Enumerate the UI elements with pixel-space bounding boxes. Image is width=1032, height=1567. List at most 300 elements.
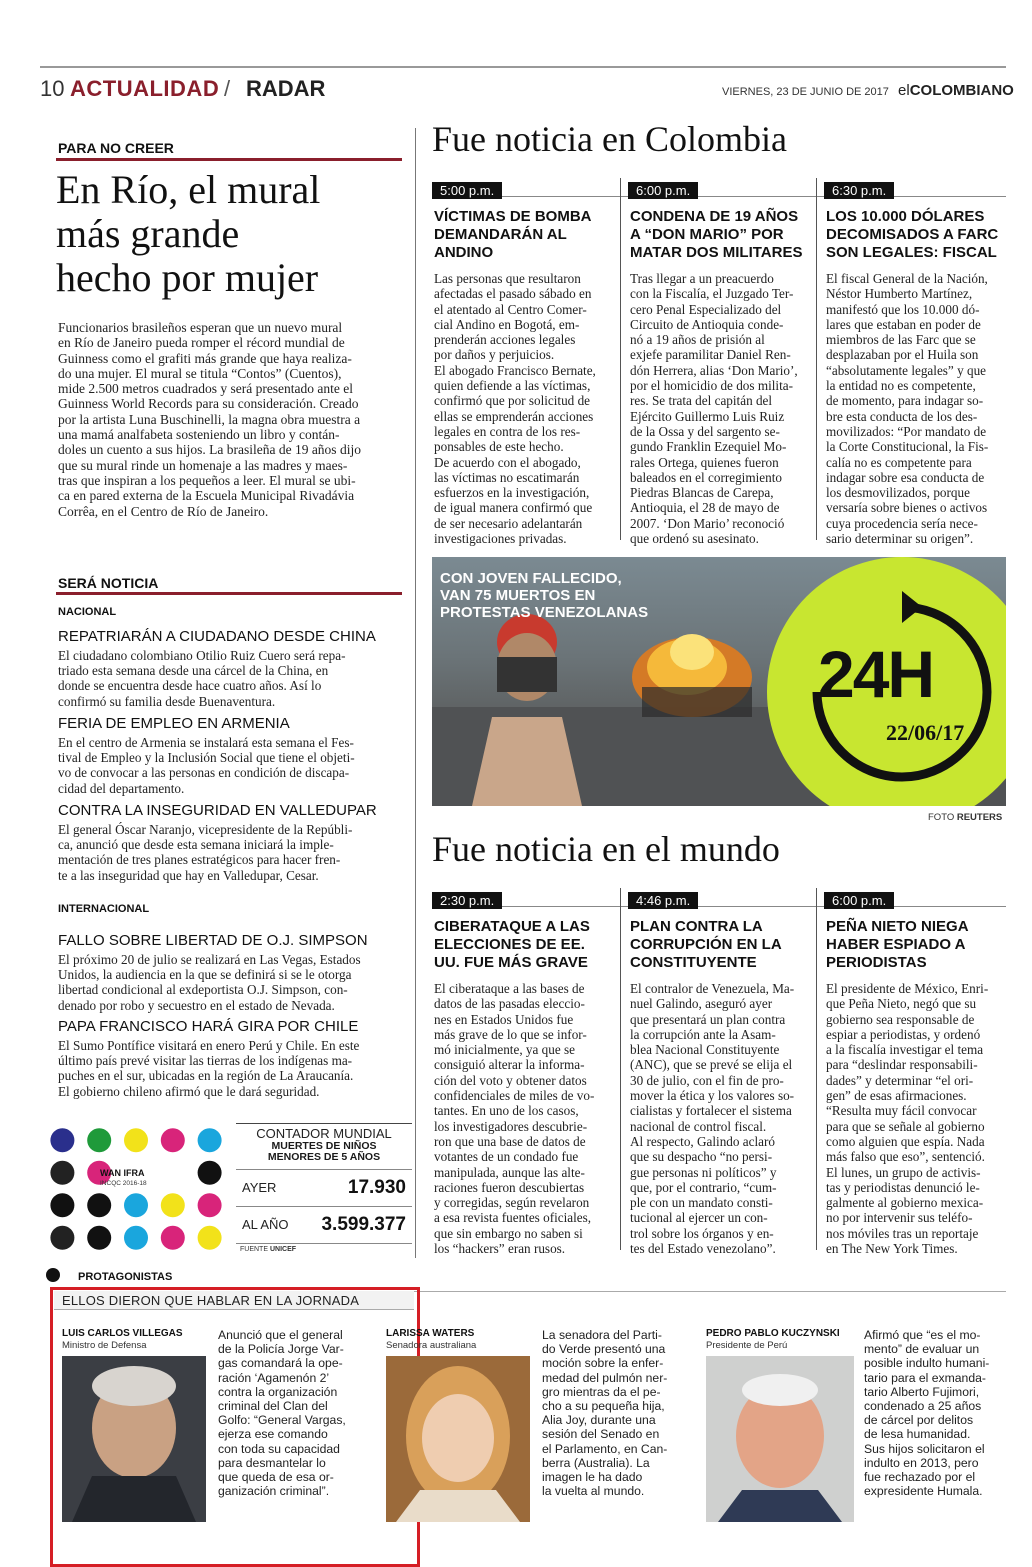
body-line: lares que estaban en poder de [826, 316, 981, 332]
protagonistas-lead: ELLOS DIERON QUE HABLAR EN LA JORNADA [62, 1293, 360, 1308]
time-badge: 6:00 p.m. [824, 892, 894, 909]
portrait-illustration [386, 1356, 530, 1522]
color-swatch [50, 1193, 74, 1217]
colombia-item-body [630, 271, 814, 546]
color-swatch [124, 1193, 148, 1217]
feature-kicker-rule [56, 158, 402, 161]
quote-line: gro mientras da el pe- [542, 1384, 661, 1399]
quote-line: ejerza ese comando [218, 1427, 328, 1442]
body-line: manifestó que los 10.000 dó- [826, 301, 980, 317]
feature-body-line: que su mural rinde un homenaje a las madres y maes- [58, 457, 348, 473]
sera-noticia-kicker: SERÁ NOTICIA [58, 575, 159, 591]
body-line: las víctimas no escatimarán [434, 469, 580, 485]
newspaper-brand [898, 82, 1014, 99]
body-line: ellas se emprenderán acciones [434, 408, 594, 424]
body-line: Antioquia, el 28 de mayo de [630, 500, 780, 516]
body-line: datos de las pasadas eleccio- [434, 996, 585, 1012]
body-line: “absolutamente legales” y que [826, 362, 987, 378]
quote-line: de la Policía Jorge Var- [218, 1342, 344, 1357]
quote-line: para desmantelar lo [218, 1455, 326, 1470]
body-line: 2007. ‘Don Mario’ reconoció [630, 515, 785, 531]
colombia-item-body [434, 271, 616, 546]
quote-line: tario para el exmanda- [864, 1370, 986, 1385]
quote-line: expresidente Humala. [864, 1484, 983, 1499]
headline-line: PEÑA NIETO NIEGA [826, 918, 969, 935]
headline-line: VÍCTIMAS DE BOMBA [434, 208, 592, 225]
feature-headline-line: hecho por mujer [56, 255, 319, 300]
body-line: ción del voto y obtener datos [434, 1072, 587, 1088]
body-line: Circuito de Antioquia conde- [630, 316, 784, 332]
body-line: raciones fueron descubiertas [434, 1179, 585, 1195]
body-line: tucional al ejercer un con- [630, 1210, 768, 1226]
page-number: 10 [40, 76, 65, 101]
caption-line: PROTESTAS VENEZOLANAS [440, 604, 649, 621]
person-quote [864, 1328, 1006, 1498]
quote-line: fue rechazado por el [864, 1470, 976, 1485]
body-line: que sin embargo no saben si [434, 1225, 583, 1241]
protagonistas-title: PROTAGONISTAS [78, 1271, 173, 1283]
mundo-item-headline [434, 918, 614, 972]
body-line: a esa revista fuentes oficiales, [434, 1210, 592, 1226]
body-line: que ordenó su asesinato. [630, 531, 759, 547]
color-swatch [161, 1193, 185, 1217]
body-line: cuya procedencia sería nece- [826, 515, 978, 531]
headline-line: MATAR DOS MILITARES [630, 244, 803, 261]
color-swatches [44, 1124, 228, 1254]
info-person-icon [46, 1268, 60, 1282]
body-line: cero Penal Especializado del [630, 301, 782, 317]
body-line: mover la ética y los valores so- [630, 1088, 795, 1104]
brand-name: COLOMBIANO [909, 82, 1014, 99]
news-headline: CONTRA LA INSEGURIDAD EN VALLEDUPAR [58, 802, 377, 819]
news-body-line: vo de convocar a las personas en condición de discapa- [58, 765, 350, 781]
news-body-line: El gobierno chileno afirmó que le dará seguridad. [58, 1083, 320, 1099]
body-line: de la Ossa y del sargento se- [630, 423, 780, 439]
body-line: que, por el contrario, “cum- [630, 1179, 777, 1195]
headline-line: A “DON MARIO” POR [630, 226, 784, 243]
news-body-line: denado por robo y secuestro en el estado de Nevada. [58, 997, 335, 1013]
body-line: movilizados: “Por mandato de [826, 423, 987, 439]
mundo-item-body [434, 981, 616, 1256]
feature-body-line: por la artista Luna Buschinelli, la magna obra muestra a [58, 411, 361, 427]
quote-line: berra (Australia). La [542, 1455, 650, 1470]
feature-body-line: Corrêa, en el Centro de Río de Janeiro. [58, 503, 269, 519]
person-role: Ministro de Defensa [62, 1340, 147, 1351]
quote-line: ganización criminal”. [218, 1484, 330, 1499]
quote-line: contra la organización [218, 1384, 338, 1399]
news-body [58, 822, 404, 883]
color-swatch [198, 1128, 222, 1152]
colombia-item-headline [434, 208, 614, 262]
counter-row [236, 1206, 412, 1243]
body-line: El lunes, un grupo de activis- [826, 1164, 981, 1180]
quote-line: de cárcel por delitos [864, 1413, 974, 1428]
color-swatch [50, 1226, 74, 1250]
quote-line: cho a su pequeña hija, [542, 1399, 665, 1414]
body-line: de igual manera confirmó que [434, 500, 593, 516]
credit-source: REUTERS [956, 812, 1003, 823]
feature-body-line: do una mujer. El mural se titula “Contos” (Cuentos), [58, 365, 342, 381]
body-line: gundo Franklin Ezequiel Mo- [630, 439, 787, 455]
headline-line: CIBERATAQUE A LAS [434, 918, 590, 935]
colombia-item-body [826, 271, 1008, 546]
body-line: indagar sobre esa conducta de [826, 469, 985, 485]
body-line: no por intervenir sus teléfo- [826, 1210, 973, 1226]
colombia-timeline [432, 196, 1006, 197]
news-body-line: mentación de tres planes estratégicos para hacer fren- [58, 852, 341, 868]
body-line: Tras llegar a un preacuerdo [630, 271, 774, 286]
body-line: nó a 19 años de prisión al [630, 332, 765, 348]
body-line: en The New York Times. [826, 1241, 958, 1257]
body-line: gen” de esas afirmaciones. [826, 1088, 967, 1104]
mundo-item-body [630, 981, 814, 1256]
item-divider [620, 178, 621, 540]
photo-credit [928, 812, 1002, 823]
time-badge: 6:00 p.m. [628, 182, 698, 199]
news-headline: REPATRIARÁN A CIUDADANO DESDE CHINA [58, 628, 376, 645]
body-line: Néstor Humberto Martínez, [826, 286, 973, 302]
body-line: El abogado Francisco Bernate, [434, 362, 596, 378]
body-line: a la fiscalía investigar el tema [826, 1042, 984, 1058]
body-line: 30 de julio, con el fin de pro- [630, 1072, 784, 1088]
body-line: tas y periodistas denunció le- [826, 1179, 980, 1195]
feature-body-line: mide 2.500 metros cuadrados y será presentado ante el [58, 381, 354, 397]
quote-line: Anunció que el general [218, 1328, 343, 1342]
news-headline: FALLO SOBRE LIBERTAD DE O.J. SIMPSON [58, 932, 368, 949]
color-swatch [50, 1161, 74, 1185]
headline-line: ELECCIONES DE EE. [434, 936, 585, 953]
headline-line: LOS 10.000 DÓLARES [826, 208, 985, 225]
body-line: que presentará un plan contra [630, 1011, 786, 1027]
person-name: LARISSA WATERS [386, 1328, 475, 1339]
news-body-line: El ciudadano colombiano Otilio Ruiz Cuero será repa- [58, 648, 346, 663]
person-role: Presidente de Perú [706, 1340, 788, 1351]
colombia-item-headline [826, 208, 1006, 262]
feature-headline [56, 168, 320, 300]
source-prefix: FUENTE [240, 1246, 268, 1253]
body-line: Ejército Guillermo Luis Ruiz [630, 408, 785, 424]
body-line: y corregidas, según revelaron [434, 1195, 590, 1211]
body-line: la corrupción ante la Asam- [630, 1026, 776, 1042]
caption-line: CON JOVEN FALLECIDO, [440, 570, 622, 587]
body-line: legales en contra de los res- [434, 423, 581, 439]
quote-line: sesión del Senado en [542, 1427, 660, 1442]
body-line: la Corte Constitucional, la Fis- [826, 439, 989, 455]
quote-line: la vuelta al mundo. [542, 1484, 645, 1499]
body-line: la entidad no es competente, [826, 378, 976, 394]
counter-box [236, 1123, 412, 1254]
headline-line: UU. FUE MÁS GRAVE [434, 954, 588, 971]
time-badge: 4:46 p.m. [628, 892, 698, 909]
counter-row-value: 17.930 [347, 1177, 406, 1198]
section-separator: / [224, 76, 231, 101]
person-photo [386, 1356, 530, 1522]
feature-body-line: Guinness World Records para su consideración. Creado [58, 396, 359, 412]
quote-line: criminal del Clan del [218, 1399, 328, 1414]
mundo-item-body [826, 981, 1008, 1256]
person-name: LUIS CARLOS VILLEGAS [62, 1328, 183, 1339]
counter-source [236, 1243, 412, 1253]
subtitle-line: MENORES DE 5 AÑOS [267, 1151, 381, 1163]
section-title: ACTUALIDAD [70, 76, 220, 101]
headline-line: PLAN CONTRA LA [630, 918, 763, 935]
body-line: mó inicialmente, ya que se [434, 1042, 575, 1058]
body-line: esfuerzos en la investigación, [434, 485, 590, 501]
headline-line: DECOMISADOS A FARC [826, 226, 999, 243]
item-divider [816, 888, 817, 1250]
news-body-line: El general Óscar Naranjo, vicepresidente de la Repúbli- [58, 822, 353, 837]
news-body-line: te a las inseguridad que hay en Valledupar, Cesar. [58, 867, 319, 883]
body-line: como alguien que espía. Nada [826, 1133, 985, 1149]
body-line: los “hackers” eran rusos. [434, 1241, 566, 1257]
body-line: con la Fiscalía, el Juzgado Ter- [630, 286, 794, 302]
feature-headline-line: más grande [56, 211, 240, 256]
mundo-timeline [432, 906, 1006, 907]
body-line: dón Herrera, alias ‘Don Mario’, [630, 362, 798, 378]
headline-line: ANDINO [434, 244, 494, 261]
news-body-line: donde se encuentra desde hace cuatro años. Así lo [58, 678, 322, 694]
quote-line: ración ‘Agamenón 2’ [218, 1370, 330, 1385]
body-line: por daños y perjuicios. [434, 347, 555, 363]
quote-line: gas comandará la ope- [218, 1356, 343, 1371]
body-line: por el homicidio de dos milita- [630, 378, 793, 394]
body-line: para que se señale al gobierno [826, 1118, 985, 1134]
badge-24h-text: 24H [818, 637, 934, 711]
quote-line: posible indulto humani- [864, 1356, 990, 1371]
quote-line: que queda de esa or- [218, 1470, 334, 1485]
body-line: “Resulta muy fácil convocar [826, 1103, 977, 1119]
news-body-line: ca, anunció que desde esta semana iniciará la imple- [58, 837, 334, 853]
body-line: El fiscal General de la Nación, [826, 271, 988, 286]
color-swatch [161, 1226, 185, 1250]
time-badge: 6:30 p.m. [824, 182, 894, 199]
counter-row [236, 1169, 412, 1206]
body-line: gue personas ni políticos” y [630, 1164, 777, 1180]
nacional-label: NACIONAL [58, 606, 117, 618]
body-line: sario determinar su origen”. [826, 531, 974, 547]
person-quote [218, 1328, 366, 1498]
body-line: tes del Estado venezolano”. [630, 1241, 776, 1257]
body-line: baleados en el corregimiento [630, 469, 782, 485]
news-headline: FERIA DE EMPLEO EN ARMENIA [58, 715, 290, 732]
color-swatch [87, 1193, 111, 1217]
wan-ifra-sub: INCQC 2016-18 [100, 1180, 147, 1187]
counter-row-label: AYER [242, 1180, 277, 1195]
quote-line: Golfo: “General Vargas, [218, 1413, 346, 1428]
protagonistas-rule [414, 1291, 1006, 1292]
quote-line: indulto en 2013, pero [864, 1455, 979, 1470]
color-swatch [161, 1128, 185, 1152]
body-line: que su despacho “no persi- [630, 1149, 773, 1165]
body-line: de momento, para indagar so- [826, 393, 984, 409]
headline-line: HABER ESPIADO A [826, 936, 966, 953]
color-swatch [87, 1128, 111, 1152]
color-swatch [124, 1226, 148, 1250]
news-body-line: puches en el sur, ubicadas en la región de La Araucanía. [58, 1068, 354, 1084]
photo-caption [440, 570, 648, 621]
mundo-section-title: Fue noticia en el mundo [432, 829, 780, 869]
body-line: El presidente de México, Enri- [826, 981, 989, 996]
quote-line: Afirmó que “es el mo- [864, 1328, 981, 1342]
body-line: nuel Galindo, aseguró ayer [630, 996, 773, 1012]
body-line: nacional de control fiscal. [630, 1118, 767, 1134]
body-line: Las personas que resultaron [434, 271, 581, 286]
time-badge: 2:30 p.m. [432, 892, 502, 909]
feature-body-line: una mamá analfabeta sosteniendo un libro y contán- [58, 427, 340, 443]
body-line: bre esta conducta de los des- [826, 408, 978, 424]
body-line: espiar a periodistas, y ordenó [826, 1026, 981, 1042]
source-name: UNICEF [269, 1246, 297, 1253]
quote-line: el Parlamento, en Can- [542, 1441, 668, 1456]
body-line: tantes. En uno de los casos, [434, 1103, 579, 1119]
body-line: afectadas el pasado sábado en [434, 286, 592, 302]
feature-body-line: doles un cuento a sus hijos. La brasileña de 19 años dijo [58, 442, 361, 458]
headline-line: CORRUPCIÓN EN LA [630, 936, 782, 953]
body-line: nes en Estados Unidos fue [434, 1011, 574, 1027]
colombia-item-headline [630, 208, 816, 262]
body-line: ponsables de este hecho. [434, 439, 564, 455]
news-body [58, 952, 404, 1013]
body-line: investigaciones privadas. [434, 531, 567, 547]
body-line: rales Ortega, quienes fueron [630, 454, 779, 470]
quote-line: do Verde presentó una [542, 1342, 666, 1357]
feature-kicker: PARA NO CREER [58, 140, 174, 156]
body-line: prenderán acciones legales [434, 332, 576, 348]
quote-line: mento” de evaluar un [864, 1342, 980, 1357]
person-photo [706, 1356, 854, 1522]
counter-row-label: AL AÑO [242, 1217, 289, 1232]
brand-prefix: el [898, 82, 910, 99]
body-line: exjefe paramilitar Daniel Ren- [630, 347, 791, 363]
header-rule [40, 66, 1006, 68]
body-line: confidenciales de miles de vo- [434, 1088, 595, 1104]
news-body-line: confirmó su familia desde Buenaventura. [58, 693, 276, 709]
body-line: (ANC), que se prevé se elija el [630, 1057, 793, 1073]
feature-body-line: Guinness como el grafiti más grande que haya realiza- [58, 350, 352, 366]
news-body-line: libertad condicional al exdeportista O.J. Simpson, con- [58, 982, 348, 998]
color-swatch [198, 1193, 222, 1217]
quote-line: moción sobre la enfer- [542, 1356, 664, 1371]
headline-line: SON LEGALES: FISCAL [826, 244, 997, 261]
news-body-line: El Sumo Pontífice visitará en enero Perú y Chile. En este [58, 1038, 360, 1053]
badge-date: 22/06/17 [886, 720, 965, 745]
color-swatch [124, 1128, 148, 1152]
news-body-line: El próximo 20 de julio se realizará en Las Vegas, Estados [58, 952, 361, 967]
body-line: confirmó que por solicitud de [434, 393, 591, 409]
body-line: versaría sobre bienes o activos [826, 500, 988, 516]
sera-noticia-rule [56, 592, 402, 595]
news-body-line: En el centro de Armenia se instalará esta semana el Fes- [58, 735, 354, 750]
body-line: nos móviles tras un reportaje [826, 1225, 979, 1241]
body-line: De acuerdo con el abogado, [434, 454, 581, 470]
body-line: más grave de lo que se infor- [434, 1026, 587, 1042]
counter-row-value: 3.599.377 [321, 1214, 406, 1235]
body-line: quien defiende a las víctimas, [434, 378, 591, 394]
color-swatch [50, 1128, 74, 1152]
person-role: Senadora australiana [386, 1340, 477, 1351]
news-body [58, 1038, 404, 1099]
column-divider [415, 128, 416, 1258]
news-body-line: tival de Empleo y la Inclusión Social que tiene el objeti- [58, 750, 355, 766]
mundo-item-headline [826, 918, 1006, 972]
body-line: consiguió alterar la informa- [434, 1057, 585, 1073]
body-line: El ciberataque a las bases de [434, 981, 585, 996]
feature-body-line: ca en pared externa de la Escuela Municipal Rivadávia [58, 488, 355, 504]
body-line: de ser necesario adelantarán [434, 515, 583, 531]
news-headline: PAPA FRANCISCO HARÁ GIRA POR CHILE [58, 1018, 359, 1035]
body-line: cialistas y fortalecer el sistema [630, 1103, 792, 1119]
body-line: el atentado al Centro Comer- [434, 301, 587, 317]
body-line: Piedras Blancas de Carepa, [630, 485, 774, 501]
color-swatch [198, 1226, 222, 1250]
quote-line: medad del pulmón ner- [542, 1370, 668, 1385]
body-line: miembros de las Farc que se [826, 332, 976, 348]
headline-line: CONDENA DE 19 AÑOS [630, 208, 799, 225]
quote-line: La senadora del Parti- [542, 1328, 662, 1342]
body-line: ple con un mandato consti- [630, 1195, 773, 1211]
body-line: res. Se trata del capitán del [630, 393, 773, 409]
feature-body-line: tras que inspiran a los pequeños a leer. El mural se ubi- [58, 472, 356, 488]
subsection-title: RADAR [246, 76, 326, 101]
body-line: galmente al gobierno mexica- [826, 1195, 984, 1211]
time-badge: 5:00 p.m. [432, 182, 502, 199]
quote-line: con toda su capacidad [218, 1441, 340, 1456]
person-quote [542, 1328, 694, 1498]
quote-line: Sus hijos solicitaron el [864, 1441, 985, 1456]
feature-body [58, 320, 408, 519]
body-line: calía no es competente para [826, 454, 972, 470]
body-line: desplazaban por el Huila son [826, 347, 979, 363]
body-line: manipulada, aunque las alte- [434, 1164, 585, 1180]
print-color-bar [44, 1124, 228, 1254]
body-line: gobierno sea responsable de [826, 1011, 975, 1027]
body-line: Al respecto, Galindo aclaró [630, 1133, 776, 1149]
body-line: más falso que eso”, sentenció. [826, 1149, 985, 1165]
person-name: PEDRO PABLO KUCZYNSKI [706, 1328, 840, 1339]
body-line: trol sobre los órganos y en- [630, 1225, 774, 1241]
color-swatch [87, 1226, 111, 1250]
headline-line: CONSTITUYENTE [630, 954, 757, 971]
body-line: votantes de un condado fue [434, 1149, 579, 1165]
news-body-line: Unidos, la audiencia en la que se definirá si se le otorga [58, 967, 352, 983]
body-line: que Peña Nieto, negó que su [826, 996, 977, 1012]
subtitle-line: MUERTES DE NIÑOS [271, 1140, 377, 1152]
news-body-line: triado esta semana desde una cárcel de la China, en [58, 663, 329, 679]
headline-line: PERIODISTAS [826, 954, 927, 971]
portrait-illustration [62, 1356, 206, 1522]
headline-line: DEMANDARÁN AL [434, 226, 567, 243]
person-photo [62, 1356, 206, 1522]
body-line: cial Andino en Bogotá, em- [434, 316, 580, 332]
body-line: ron que una base de datos de [434, 1133, 586, 1149]
quote-line: Alia Joy, durante una [542, 1413, 656, 1428]
counter-title: CONTADOR MUNDIAL [256, 1126, 392, 1141]
news-body [58, 648, 404, 709]
portrait-illustration [706, 1356, 854, 1522]
item-divider [816, 178, 817, 540]
news-body-line: cidad del departamento. [58, 780, 185, 796]
item-divider [620, 888, 621, 1250]
wan-ifra-logo: WAN IFRA [100, 1168, 145, 1178]
internacional-label: INTERNACIONAL [58, 903, 150, 915]
body-line: El contralor de Venezuela, Ma- [630, 981, 795, 996]
quote-line: tario Alberto Fujimori, [864, 1384, 980, 1399]
credit-prefix: FOTO [928, 812, 955, 823]
body-line: los investigadores descubrie- [434, 1118, 588, 1134]
body-line: los desmovilizados, porque [826, 485, 970, 501]
news-body-line: último país prevé visitar las tierras de los indígenas ma- [58, 1053, 353, 1069]
body-line: dades” y determinar “el ori- [826, 1072, 974, 1088]
